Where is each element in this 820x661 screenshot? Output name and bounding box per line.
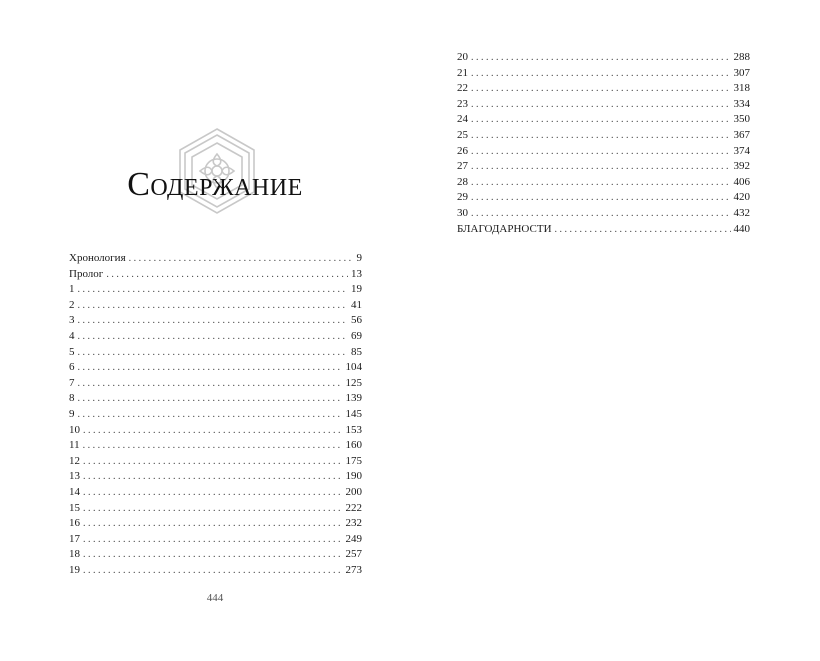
- toc-entry-label: 2: [69, 298, 75, 311]
- toc-entry-page: 125: [345, 376, 362, 389]
- toc-entry-label: 3: [69, 314, 75, 327]
- toc-entry[interactable]: [69, 454, 362, 470]
- toc-entry-page: 334: [733, 97, 750, 110]
- toc-entry-page: 257: [345, 548, 362, 561]
- toc-entry-label: 21: [457, 66, 468, 79]
- toc-leader-dots: [471, 144, 731, 160]
- toc-leader-dots: [78, 360, 343, 376]
- toc-entry-page: 288: [733, 51, 750, 63]
- toc-leader-dots: [83, 501, 343, 517]
- toc-entry[interactable]: [69, 391, 362, 407]
- toc-leader-dots: [83, 547, 343, 563]
- toc-entry-label: 9: [69, 407, 75, 420]
- toc-entry-page: 392: [733, 160, 750, 173]
- toc-entry[interactable]: [69, 345, 362, 361]
- toc-entry[interactable]: [69, 251, 362, 267]
- toc-entry[interactable]: [457, 81, 750, 97]
- toc-leader-dots: [471, 66, 731, 82]
- toc-leader-dots: [471, 175, 731, 191]
- toc-entry-label: 15: [69, 501, 80, 514]
- toc-entry-label: 14: [69, 485, 80, 498]
- toc-entry-label: 24: [457, 113, 468, 126]
- toc-leader-dots: [83, 454, 343, 470]
- toc-entry-label: 17: [69, 532, 80, 545]
- toc-list-right: [457, 50, 750, 237]
- toc-leader-dots: [78, 376, 343, 392]
- toc-leader-dots: [78, 391, 343, 407]
- toc-leader-dots: [78, 329, 349, 345]
- toc-entry-page: 175: [345, 454, 362, 467]
- toc-entry-label: 28: [457, 175, 468, 188]
- toc-entry-label: 25: [457, 128, 468, 141]
- toc-entry-page: 104: [345, 361, 362, 374]
- toc-entry[interactable]: [69, 485, 362, 501]
- toc-entry-label: 10: [69, 423, 80, 436]
- toc-entry-label: 16: [69, 517, 80, 530]
- page-number: 444: [206, 592, 224, 604]
- toc-entry-page: 19: [351, 283, 362, 296]
- toc-leader-dots: [471, 159, 731, 175]
- toc-entry[interactable]: [69, 423, 362, 439]
- toc-entry-label: 30: [457, 206, 468, 219]
- toc-entry[interactable]: [457, 66, 750, 82]
- toc-entry[interactable]: [457, 175, 750, 191]
- toc-entry-label: 29: [457, 191, 468, 204]
- toc-entry[interactable]: [69, 282, 362, 298]
- toc-entry-page: 273: [345, 563, 362, 576]
- toc-entry-page: 69: [351, 329, 362, 342]
- toc-entry-page: 139: [345, 392, 362, 405]
- toc-entry[interactable]: [69, 563, 362, 579]
- toc-leader-dots: [83, 516, 343, 532]
- toc-entry-label: БЛАГОДАРНОСТИ: [457, 222, 552, 235]
- toc-entry[interactable]: [69, 469, 362, 485]
- toc-entry-page: 232: [345, 517, 362, 530]
- toc-entry-label: Пролог: [69, 267, 104, 280]
- toc-entry[interactable]: [69, 313, 362, 329]
- toc-entry-label: 23: [457, 97, 468, 110]
- toc-leader-dots: [78, 282, 349, 298]
- toc-leader-dots: [471, 206, 731, 222]
- toc-leader-dots: [471, 97, 731, 113]
- toc-entry-page: 249: [345, 532, 362, 545]
- toc-entry-page: 153: [345, 423, 362, 436]
- toc-leader-dots: [83, 532, 343, 548]
- toc-entry-page: 160: [345, 439, 362, 452]
- toc-entry-label: 12: [69, 454, 80, 467]
- toc-entry-label: 8: [69, 392, 75, 405]
- toc-entry-page: 440: [733, 222, 750, 235]
- toc-entry[interactable]: [69, 532, 362, 548]
- toc-entry-label: 22: [457, 82, 468, 95]
- toc-entry[interactable]: [457, 222, 750, 238]
- page-title: Содержание: [127, 166, 303, 203]
- toc-entry[interactable]: [457, 50, 750, 66]
- toc-leader-dots: [129, 251, 354, 267]
- toc-list-left: [69, 251, 362, 578]
- toc-entry-label: 26: [457, 144, 468, 157]
- toc-entry-page: 406: [733, 175, 750, 188]
- toc-entry-page: 13: [351, 267, 362, 280]
- toc-entry-page: 85: [351, 345, 362, 358]
- toc-entry-page: 145: [345, 407, 362, 420]
- toc-entry-label: 11: [69, 439, 80, 452]
- toc-leader-dots: [83, 438, 343, 454]
- toc-leader-dots: [78, 298, 349, 314]
- toc-leader-dots: [78, 407, 343, 423]
- toc-entry-page: 432: [733, 206, 750, 219]
- toc-entry[interactable]: [69, 516, 362, 532]
- toc-entry[interactable]: [457, 190, 750, 206]
- toc-entry[interactable]: [69, 547, 362, 563]
- toc-entry[interactable]: [457, 144, 750, 160]
- toc-entry[interactable]: [69, 360, 362, 376]
- toc-entry-page: 367: [733, 128, 750, 141]
- toc-entry-label: Хронология: [69, 252, 126, 264]
- toc-entry-page: 41: [351, 298, 362, 311]
- toc-entry[interactable]: [69, 438, 362, 454]
- toc-leader-dots: [83, 469, 343, 485]
- toc-leader-dots: [83, 563, 343, 579]
- toc-entry[interactable]: [69, 298, 362, 314]
- toc-entry[interactable]: [69, 501, 362, 517]
- toc-entry-page: 307: [733, 66, 750, 79]
- toc-entry-label: 4: [69, 329, 75, 342]
- toc-leader-dots: [471, 81, 731, 97]
- toc-entry[interactable]: [457, 128, 750, 144]
- toc-entry-page: 9: [356, 252, 362, 264]
- toc-entry-label: 20: [457, 51, 468, 63]
- toc-entry-label: 1: [69, 283, 75, 296]
- toc-entry-page: 56: [351, 314, 362, 327]
- toc-entry-page: 420: [733, 191, 750, 204]
- toc-entry[interactable]: [69, 267, 362, 283]
- toc-entry-label: 6: [69, 361, 75, 374]
- toc-entry[interactable]: [69, 407, 362, 423]
- toc-leader-dots: [471, 190, 731, 206]
- toc-entry-label: 13: [69, 470, 80, 483]
- toc-entry-label: 5: [69, 345, 75, 358]
- toc-entry[interactable]: [457, 206, 750, 222]
- toc-leader-dots: [78, 345, 349, 361]
- toc-entry-label: 27: [457, 160, 468, 173]
- toc-entry-page: 190: [345, 470, 362, 483]
- toc-leader-dots: [78, 313, 349, 329]
- toc-leader-dots: [83, 485, 343, 501]
- toc-leader-dots: [471, 50, 731, 66]
- toc-entry-page: 318: [733, 82, 750, 95]
- toc-leader-dots: [106, 267, 348, 283]
- toc-entry[interactable]: [457, 159, 750, 175]
- toc-entry[interactable]: [457, 112, 750, 128]
- toc-entry[interactable]: [69, 329, 362, 345]
- toc-entry-label: 18: [69, 548, 80, 561]
- toc-entry-page: 222: [345, 501, 362, 514]
- toc-leader-dots: [555, 222, 731, 238]
- toc-entry-label: 7: [69, 376, 75, 389]
- toc-entry[interactable]: [69, 376, 362, 392]
- toc-entry-page: 374: [733, 144, 750, 157]
- toc-entry-page: 350: [733, 113, 750, 126]
- toc-entry-label: 19: [69, 563, 80, 576]
- toc-leader-dots: [471, 128, 731, 144]
- toc-entry-page: 200: [345, 485, 362, 498]
- toc-leader-dots: [471, 112, 731, 128]
- toc-leader-dots: [83, 423, 343, 439]
- toc-entry[interactable]: [457, 97, 750, 113]
